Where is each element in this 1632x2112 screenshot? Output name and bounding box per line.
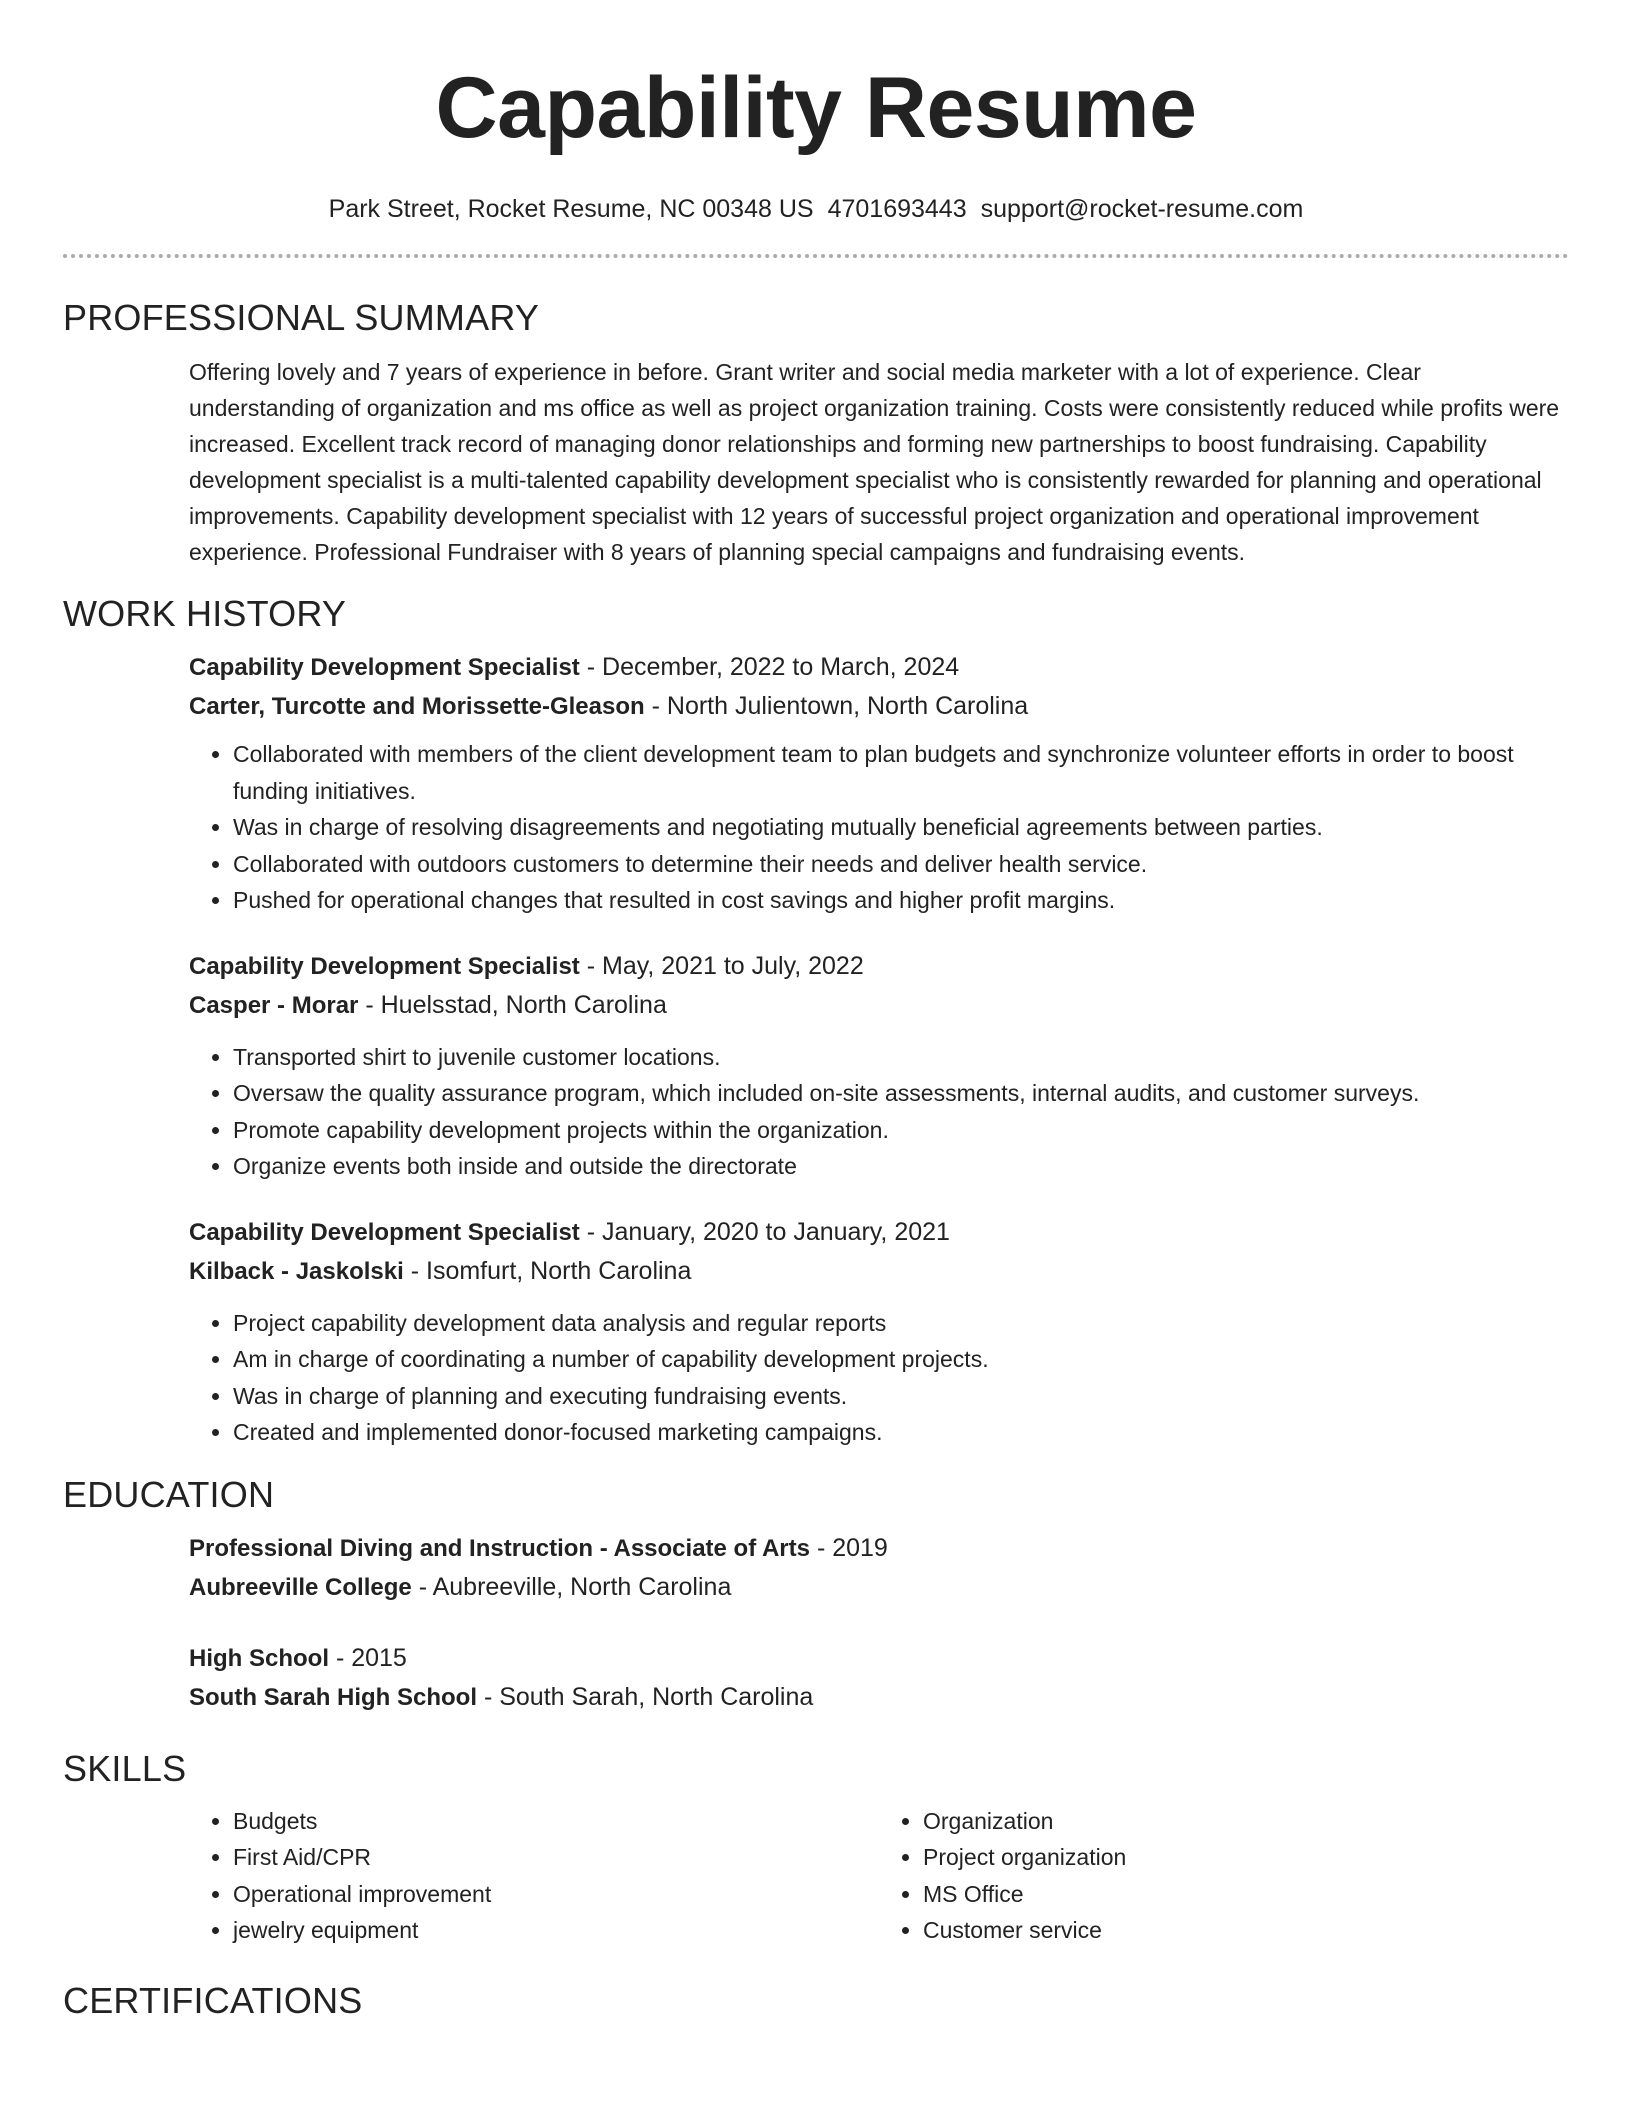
skill-item: • First Aid/CPR [233, 1839, 879, 1876]
job-dates: - January, 2020 to January, 2021 [579, 1217, 950, 1246]
job-company: Casper - Morar [189, 991, 359, 1019]
job-company-line [189, 986, 1569, 1025]
job-location: - Huelsstad, North Carolina [358, 990, 667, 1019]
work-history-section [189, 648, 1569, 1451]
job-bullet: • Transported shirt to juvenile customer locations. [233, 1039, 1569, 1076]
job-entry [189, 648, 1569, 919]
job-company: Kilback - Jaskolski [189, 1257, 404, 1285]
skills-section [189, 1803, 1569, 1949]
education-degree-line [189, 1529, 1569, 1568]
job-bullet: • Created and implemented donor-focused marketing campaigns. [233, 1414, 1569, 1451]
education-degree: Professional Diving and Instruction - Associate of Arts [189, 1534, 810, 1562]
education-school: South Sarah High School [189, 1683, 478, 1711]
job-bullet: • Was in charge of planning and executing fundraising events. [233, 1378, 1569, 1415]
header-divider [63, 254, 1569, 258]
job-entry [189, 1213, 1569, 1451]
education-school-line [189, 1678, 1569, 1717]
skill-item: • Budgets [233, 1803, 879, 1840]
job-bullet: • Was in charge of resolving disagreements and negotiating mutually beneficial agreements between parties. [233, 809, 1569, 846]
education-school-line [189, 1568, 1569, 1607]
education-degree-line [189, 1639, 1569, 1678]
job-company-line [189, 687, 1569, 726]
job-location: - Isomfurt, North Carolina [403, 1256, 692, 1285]
contact-address: Park Street, Rocket Resume, NC 00348 US [328, 195, 814, 223]
resume-name: Capability Resume [435, 60, 1197, 156]
education-year: - 2015 [329, 1643, 407, 1672]
certifications-title: CERTIFICATIONS [63, 1979, 363, 2021]
job-bullet: • Oversaw the quality assurance program, which included on-site assessments, internal audits, and customer surveys. [233, 1075, 1569, 1112]
job-role: Capability Development Specialist [189, 1218, 580, 1246]
job-company: Carter, Turcotte and Morissette-Gleason [189, 693, 645, 720]
education-degree: High School [189, 1644, 329, 1672]
education-entry [189, 1529, 1569, 1607]
job-entry [189, 947, 1569, 1185]
contact-email: support@rocket-resume.com [980, 195, 1304, 223]
skills-list-left [189, 1803, 879, 1949]
job-dates: - May, 2021 to July, 2022 [579, 951, 864, 980]
summary-title: PROFESSIONAL SUMMARY [63, 297, 540, 338]
job-bullet: • Project capability development data analysis and regular reports [233, 1305, 1569, 1342]
job-role: Capability Development Specialist [189, 654, 580, 681]
skill-item: • Organization [923, 1803, 1569, 1840]
education-section [189, 1529, 1569, 1717]
job-role-line [189, 947, 1569, 986]
summary-section [189, 354, 1569, 570]
job-bullets [189, 1305, 1569, 1451]
job-bullets [189, 1039, 1569, 1185]
job-bullets [189, 736, 1569, 919]
job-bullet: • Promote capability development projects within the organization. [233, 1112, 1569, 1149]
skill-item: • jewelry equipment [233, 1912, 879, 1949]
job-company-line [189, 1252, 1569, 1291]
education-title: EDUCATION [63, 1473, 275, 1515]
skill-item: • MS Office [923, 1876, 1569, 1913]
summary-text: Offering lovely and 7 years of experience in before. Grant writer and social media marketer with a lot of experience. Clear understanding of organization and ms office as well as project organization training. Costs were consistently reduced while profits were increased. Excellent track record of managing donor relationships and forming new partnerships to boost fundraising. Capability development specialist is a multi-talented capability development specialist who is consistently rewarded for planning and operational improvements. Capability development specialist with 12 years of successful project organization and operational improvement experience. Professional Fundraiser with 8 years of planning special campaigns and fundraising events. [189, 359, 1560, 565]
job-location: - North Julientown, North Carolina [644, 692, 1029, 720]
job-bullet: • Collaborated with members of the client development team to plan budgets and synchronize volunteer efforts in order to boost funding initiatives. [233, 736, 1569, 809]
job-role: Capability Development Specialist [189, 952, 580, 980]
job-dates: - December, 2022 to March, 2024 [579, 653, 960, 681]
job-bullet: • Organize events both inside and outside the directorate [233, 1148, 1569, 1185]
education-location: - South Sarah, North Carolina [477, 1682, 814, 1711]
skills-title: SKILLS [63, 1747, 187, 1789]
job-role-line [189, 1213, 1569, 1252]
contact-phone: 4701693443 [827, 195, 967, 223]
education-year: - 2019 [810, 1533, 888, 1562]
job-bullet: • Pushed for operational changes that resulted in cost savings and higher profit margins. [233, 882, 1569, 919]
skills-list-right [879, 1803, 1569, 1949]
work-history-title: WORK HISTORY [63, 593, 347, 634]
contact-line [0, 194, 1632, 224]
job-bullet: • Collaborated with outdoors customers to determine their needs and deliver health service. [233, 846, 1569, 883]
education-entry [189, 1639, 1569, 1717]
skill-item: • Operational improvement [233, 1876, 879, 1913]
education-school: Aubreeville College [189, 1573, 412, 1601]
job-bullet: • Am in charge of coordinating a number of capability development projects. [233, 1341, 1569, 1378]
skill-item: • Project organization [923, 1839, 1569, 1876]
skill-item: • Customer service [923, 1912, 1569, 1949]
education-location: - Aubreeville, North Carolina [411, 1572, 732, 1601]
job-role-line [189, 648, 1569, 687]
